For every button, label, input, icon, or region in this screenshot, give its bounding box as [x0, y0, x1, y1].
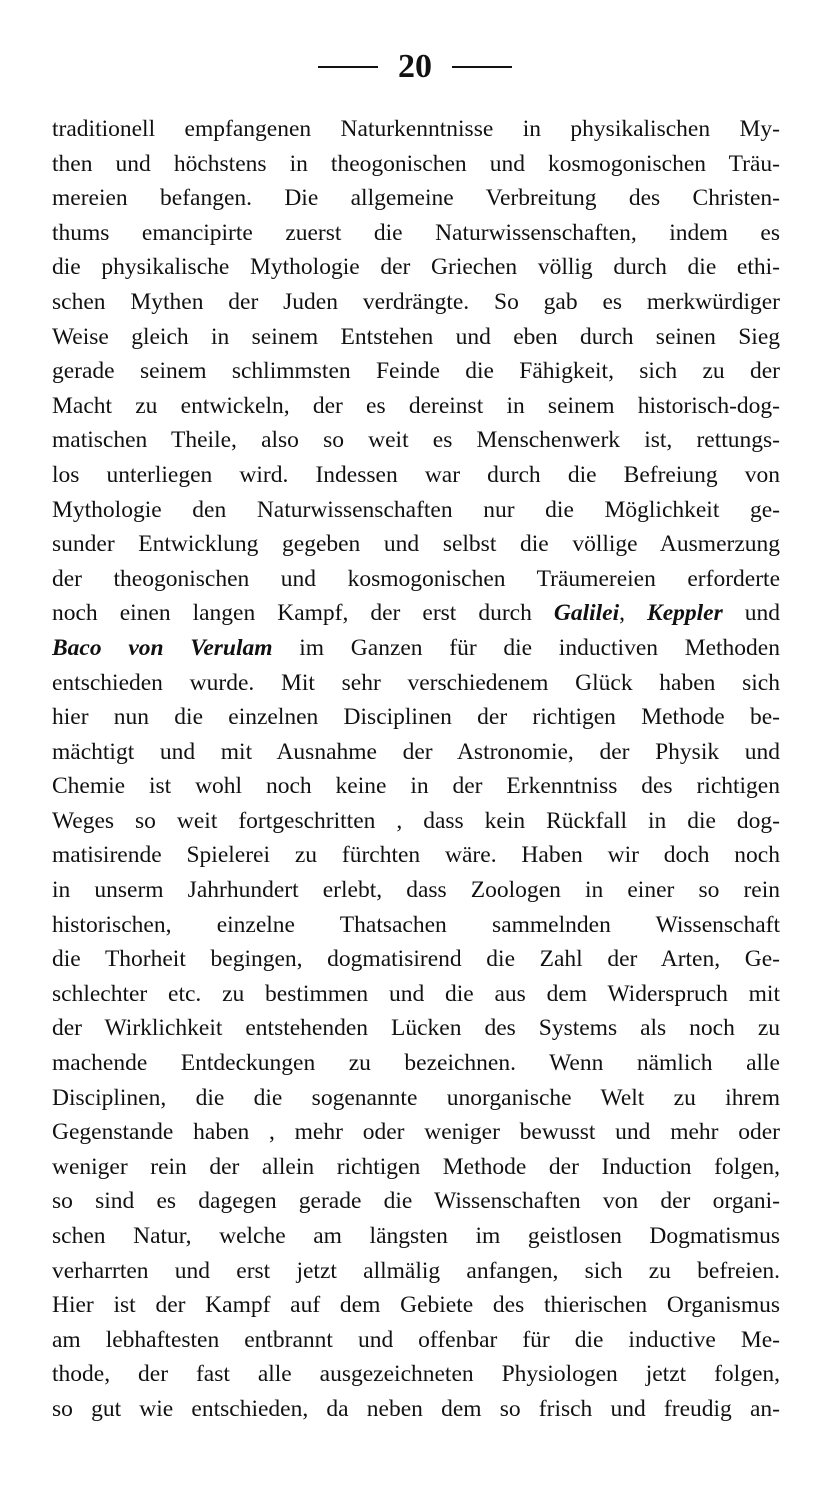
- text-line-35: Hier ist der Kampf auf dem Gebiete des thierischen Organismus: [52, 1292, 780, 1319]
- text-line-11: los unterliegen wird. Indessen war durch die Befreiung von: [52, 461, 780, 488]
- text-line-20: Chemie ist wohl noch keine in der Erkenntniss des richtigen: [52, 773, 780, 800]
- name-keppler: Keppler: [647, 600, 723, 627]
- header-rule-right: [452, 66, 512, 68]
- text-line-28: machende Entdeckungen zu bezeichnen. Wenn nämlich alle: [52, 1050, 780, 1077]
- text-line-30: Gegenstande haben , mehr oder weniger bewusst und mehr oder: [52, 1119, 780, 1146]
- page-header: [0, 42, 830, 92]
- text-line-37: thode, der fast alle ausgezeichneten Physiologen jetzt folgen,: [52, 1361, 780, 1388]
- text-line-5: die physikalische Mythologie der Griechen völlig durch die ethi-: [52, 254, 780, 281]
- page-number: 20: [398, 48, 432, 85]
- text-line-16: [52, 631, 780, 666]
- body-text: [52, 112, 780, 1427]
- text-line-12: Mythologie den Naturwissenschaften nur die Möglichkeit ge-: [52, 496, 780, 523]
- text-line-2: then und höchstens in theogonischen und kosmogonischen Träu-: [52, 150, 780, 177]
- text-line-19: mächtigt und mit Ausnahme der Astronomie, der Physik und: [52, 738, 780, 765]
- text-line-15-part-b: ,: [619, 600, 648, 627]
- text-line-29: Disciplinen, die die sogenannte unorganische Welt zu ihrem: [52, 1084, 780, 1111]
- header-rule-left: [318, 66, 378, 68]
- text-line-33: schen Natur, welche am längsten im geistlosen Dogmatismus: [52, 1223, 780, 1249]
- text-line-15: [52, 596, 780, 631]
- text-line-10: matischen Theile, also so weit es Menschenwerk ist, rettungs-: [52, 427, 780, 454]
- text-line-23: in unserm Jahrhundert erlebt, dass Zoologen in einer so rein: [52, 877, 780, 904]
- text-line-15-part-a: noch einen langen Kampf, der erst durch: [52, 600, 554, 627]
- text-line-34: verharrten und erst jetzt allmälig anfangen, sich zu befreien.: [52, 1257, 780, 1284]
- text-line-4: thums emancipirte zuerst die Naturwissenschaften, indem es: [52, 219, 780, 246]
- text-line-25: die Thorheit begingen, dogmatisirend die Zahl der Arten, Ge-: [52, 946, 780, 973]
- text-line-27: der Wirklichkeit entstehenden Lücken des Systems als noch zu: [52, 1015, 780, 1042]
- text-line-17: entschieden wurde. Mit sehr verschiedenem Glück haben sich: [52, 669, 780, 696]
- text-line-16-part-a: im Ganzen für die inductiven Methoden: [272, 634, 780, 661]
- text-line-3: mereien befangen. Die allgemeine Verbreitung des Christen-: [52, 185, 780, 212]
- text-line-6: schen Mythen der Juden verdrängte. So gab es merkwürdiger: [52, 288, 780, 315]
- text-line-36: am lebhaftesten entbrannt und offenbar für die inductive Me-: [52, 1326, 780, 1353]
- text-line-13: sunder Entwicklung gegeben und selbst die völlige Ausmerzung: [52, 531, 780, 558]
- text-line-38: so gut wie entschieden, da neben dem so frisch und freudig an-: [52, 1395, 780, 1422]
- text-line-9: Macht zu entwickeln, der es dereinst in seinem historisch-dog-: [52, 392, 780, 419]
- text-line-32: so sind es dagegen gerade die Wissenschaften von der organi-: [52, 1188, 780, 1215]
- text-line-26: schlechter etc. zu bestimmen und die aus dem Widerspruch mit: [52, 980, 780, 1007]
- text-line-15-part-c: und: [722, 600, 780, 627]
- text-line-22: matisirende Spielerei zu fürchten wäre. Haben wir doch noch: [52, 842, 780, 869]
- text-line-8: gerade seinem schlimmsten Feinde die Fähigkeit, sich zu der: [52, 358, 780, 385]
- name-galilei: Galilei: [553, 600, 620, 627]
- text-line-21: Weges so weit fortgeschritten , dass kein Rückfall in die dog-: [52, 807, 780, 834]
- text-line-24: historischen, einzelne Thatsachen sammelnden Wissenschaft: [52, 911, 780, 938]
- text-line-14: der theogonischen und kosmogonischen Träumereien erforderte: [52, 565, 780, 592]
- text-line-31: weniger rein der allein richtigen Methode der Induction folgen,: [52, 1153, 780, 1180]
- text-line-18: hier nun die einzelnen Disciplinen der richtigen Methode be-: [52, 704, 780, 731]
- text-line-1: traditionell empfangenen Naturkenntnisse in physikalischen My-: [52, 116, 780, 142]
- text-line-7: Weise gleich in seinem Entstehen und eben durch seinen Sieg: [52, 323, 780, 350]
- name-baco-von-verulam: Baco von Verulam: [52, 634, 273, 661]
